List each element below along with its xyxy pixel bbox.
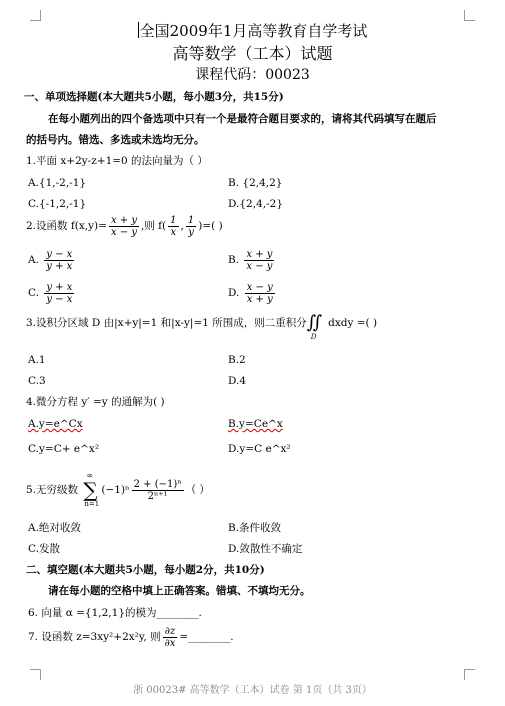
page-footer: 浙 00023# 高等数学（工本）试卷 第 1页（共 3页） — [133, 685, 372, 696]
q2-prefix: 2.设函数 f(x,y)= — [26, 220, 107, 232]
q1-option-b: B. {2,4,2} — [228, 177, 283, 189]
q2-function-fraction: $\frac{x + y}{x - y}$ — [110, 214, 137, 238]
q2-option-c: C. $\frac{y + x}{y - x}$ — [28, 281, 73, 305]
crop-mark-top-left — [30, 10, 41, 21]
q5-option-a: A.绝对收敛 — [28, 522, 81, 534]
q4-option-a: A.y=e^Cx — [28, 418, 83, 430]
q4-option-c: C.y=C+ e^x² — [28, 443, 100, 455]
q2-post: )=( ) — [198, 220, 223, 232]
q2-option-b: B. $\frac{x + y}{x - y}$ — [228, 248, 273, 272]
q2-stem: 2.设函数 f(x,y)= $\frac{x + y}{x - y}$ ,则 f( $\frac{1}{x}$ , $\frac{1}{y}$ )=( ) — [26, 214, 223, 238]
q2-arg2-fraction: $\frac{1}{y}$ — [187, 214, 195, 238]
q5-option-b: B.条件收敛 — [228, 522, 282, 534]
summation: ∞ ∑ n=1 — [83, 471, 100, 508]
q7-stem: 7. 设函数 z=3xy²+2x²y, 则 $\frac{\partial z}{\partial x}$ =________. — [28, 625, 234, 649]
q4-stem: 4.微分方程 y′ =y 的通解为( ) — [26, 396, 165, 408]
crop-mark-top-right — [464, 10, 475, 21]
q5-fraction: $\frac{\text{2 + (−1)ⁿ}}{\text{2ⁿ⁺¹}}$ — [133, 478, 182, 502]
q3-option-c: C.3 — [28, 375, 46, 387]
q1-option-d: D.{2,4,-2} — [228, 198, 284, 210]
text-cursor — [138, 22, 139, 38]
q1-stem: 1.平面 x+2y-z+1=0 的法向量为（ ） — [26, 155, 208, 167]
q7-partial-fraction: $\frac{\partial z}{\partial x}$ — [164, 625, 176, 649]
crop-mark-bottom-left — [30, 669, 41, 680]
q5-option-c: C.发散 — [28, 543, 60, 555]
q2-option-a: A. $\frac{y - x}{y + x}$ — [28, 248, 73, 272]
q2-option-d: D. $\frac{x - y}{x + y}$ — [228, 281, 273, 305]
section2-instruction: 请在每小题的空格中填上正确答案。错填、不填均无分。 — [48, 585, 311, 597]
course-code: 课程代码：00023 — [195, 67, 310, 83]
q3-option-d: D.4 — [228, 375, 247, 387]
section1-instruction-line1: 在每小题列出的四个备选项中只有一个是最符合题目要求的，请将其代码填写在题后 — [48, 113, 437, 125]
double-integral-symbol: ∬ — [306, 312, 318, 333]
sigma-symbol: ∑ — [83, 478, 98, 502]
q1-option-a: A.{1,-2,-1} — [28, 177, 87, 189]
q3-option-b: B.2 — [228, 354, 246, 366]
q3-stem: 3.设积分区域 D 由|x+y|=1 和|x-y|=1 所围成，则二重积分∬ D dxdy =( ) — [26, 312, 378, 341]
q6-stem: 6. 向量 α ={1,2,1}的模为________. — [28, 607, 202, 619]
q1-option-c: C.{-1,2,-1} — [28, 198, 87, 210]
crop-mark-bottom-right — [464, 669, 475, 680]
q5-stem: 5.无穷级数 ∞ ∑ n=1 (−1)ⁿ $\frac{\text{2 + (−1)ⁿ}}{\text{2ⁿ⁺¹}}$ （ ） — [26, 471, 210, 508]
q2-mid: ,则 f( — [140, 220, 167, 232]
exam-title: 全国2009年1月高等教育自学考试 — [139, 22, 368, 40]
section1-heading: 一、单项选择题(本大题共5小题，每小题3分，共15分) — [24, 91, 284, 103]
q2-arg1-fraction: $\frac{1}{x}$ — [170, 214, 177, 238]
q4-option-b: B.y=Ce^x — [228, 418, 283, 430]
section2-heading: 二、填空题(本大题共5小题，每小题2分，共10分) — [26, 564, 265, 576]
q5-option-d: D.敛散性不确定 — [228, 543, 303, 555]
q4-option-d: D.y=C e^x² — [228, 443, 291, 455]
q3-option-a: A.1 — [28, 354, 46, 366]
section1-instruction-line2: 的括号内。错选、多选或未选均无分。 — [26, 134, 205, 146]
exam-subject: 高等数学（工本）试题 — [172, 44, 333, 63]
